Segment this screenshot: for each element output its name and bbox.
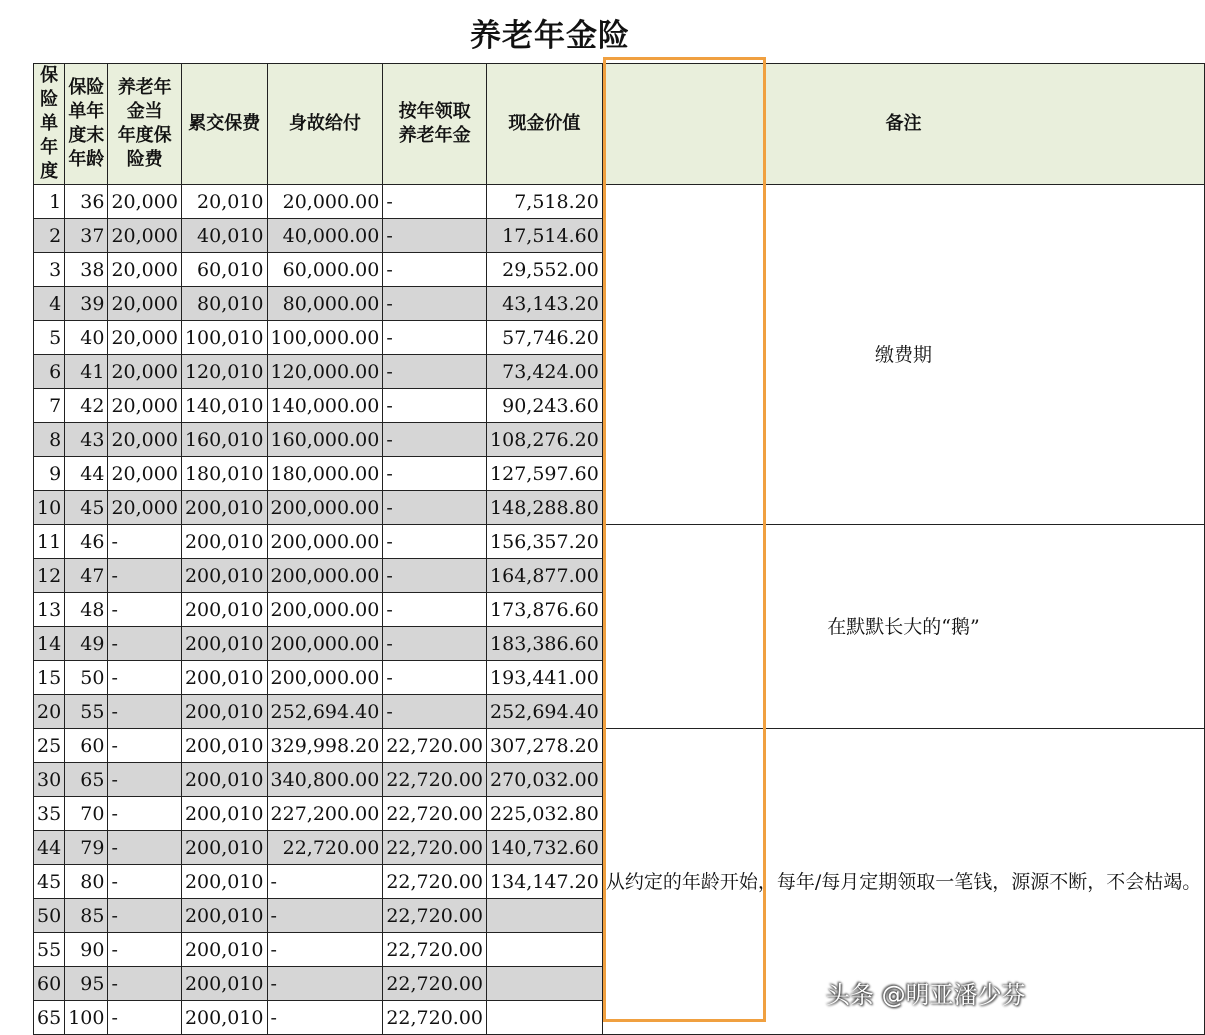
cell-death-benefit: 200,000.00 (267, 661, 383, 695)
cell-premium: 20,000 (108, 491, 181, 525)
cell-year: 30 (34, 763, 65, 797)
remark-cell: 在默默长大的“鹅” (602, 525, 1204, 729)
cell-age: 48 (65, 593, 108, 627)
cell-annuity: 22,720.00 (383, 933, 487, 967)
cell-year: 20 (34, 695, 65, 729)
cell-cumulative: 200,010 (181, 729, 267, 763)
cell-premium: - (108, 967, 181, 1001)
cell-premium: - (108, 661, 181, 695)
cell-annuity: 22,720.00 (383, 831, 487, 865)
cell-cash-value: 183,386.60 (487, 627, 603, 661)
cell-cash-value: 148,288.80 (487, 491, 603, 525)
cell-cash-value: 73,424.00 (487, 355, 603, 389)
cell-year: 44 (34, 831, 65, 865)
cell-death-benefit: 160,000.00 (267, 423, 383, 457)
cell-age: 49 (65, 627, 108, 661)
cell-year: 60 (34, 967, 65, 1001)
cell-cumulative: 200,010 (181, 831, 267, 865)
cell-premium: - (108, 763, 181, 797)
cell-cash-value: 90,243.60 (487, 389, 603, 423)
cell-annuity: 22,720.00 (383, 967, 487, 1001)
cell-cumulative: 200,010 (181, 695, 267, 729)
cell-premium: - (108, 627, 181, 661)
table-row (34, 185, 1205, 219)
cell-age: 37 (65, 219, 108, 253)
cell-cash-value: 164,877.00 (487, 559, 603, 593)
cell-age: 85 (65, 899, 108, 933)
cell-death-benefit: - (267, 967, 383, 1001)
cell-cash-value: 134,147.20 (487, 865, 603, 899)
cell-premium: 20,000 (108, 389, 181, 423)
cell-age: 36 (65, 185, 108, 219)
header-age: 保险单年 度末年龄 (65, 64, 108, 185)
cell-cash-value: 225,032.80 (487, 797, 603, 831)
cell-cumulative: 200,010 (181, 627, 267, 661)
cell-death-benefit: - (267, 899, 383, 933)
cell-year: 10 (34, 491, 65, 525)
cell-year: 45 (34, 865, 65, 899)
cell-cumulative: 200,010 (181, 661, 267, 695)
cell-death-benefit: 340,800.00 (267, 763, 383, 797)
cell-annuity: - (383, 423, 487, 457)
cell-cumulative: 200,010 (181, 593, 267, 627)
cell-death-benefit: 80,000.00 (267, 287, 383, 321)
cell-annuity: - (383, 219, 487, 253)
cell-cumulative: 200,010 (181, 933, 267, 967)
cell-cumulative: 140,010 (181, 389, 267, 423)
cell-cash-value: 57,746.20 (487, 321, 603, 355)
cell-age: 39 (65, 287, 108, 321)
cell-cumulative: 200,010 (181, 1001, 267, 1035)
cell-cumulative: 60,010 (181, 253, 267, 287)
cell-annuity: - (383, 525, 487, 559)
cell-annuity: - (383, 593, 487, 627)
cell-premium: - (108, 1001, 181, 1035)
cell-premium: - (108, 797, 181, 831)
cell-premium: - (108, 695, 181, 729)
cell-cumulative: 160,010 (181, 423, 267, 457)
cell-annuity: - (383, 389, 487, 423)
cell-age: 45 (65, 491, 108, 525)
cell-age: 40 (65, 321, 108, 355)
cell-cumulative: 180,010 (181, 457, 267, 491)
cell-cash-value: 7,518.20 (487, 185, 603, 219)
cell-year: 14 (34, 627, 65, 661)
cell-cumulative: 40,010 (181, 219, 267, 253)
cell-cumulative: 200,010 (181, 525, 267, 559)
cell-year: 2 (34, 219, 65, 253)
cell-annuity: 22,720.00 (383, 1001, 487, 1035)
cell-premium: 20,000 (108, 219, 181, 253)
cell-death-benefit: 120,000.00 (267, 355, 383, 389)
cell-premium: 20,000 (108, 321, 181, 355)
cell-age: 50 (65, 661, 108, 695)
cell-premium: - (108, 559, 181, 593)
cell-annuity: - (383, 559, 487, 593)
cell-death-benefit: 200,000.00 (267, 491, 383, 525)
table-row (34, 525, 1205, 559)
page-title: 养老年金险 (470, 18, 630, 54)
cell-cash-value (487, 1001, 603, 1035)
cell-premium: 20,000 (108, 457, 181, 491)
cell-premium: 20,000 (108, 287, 181, 321)
watermark: 头条 @明亚潘少芬 (826, 981, 1026, 1009)
cell-cash-value (487, 899, 603, 933)
cell-year: 55 (34, 933, 65, 967)
cell-death-benefit: 22,720.00 (267, 831, 383, 865)
cell-annuity: - (383, 695, 487, 729)
cell-premium: - (108, 729, 181, 763)
cell-premium: - (108, 899, 181, 933)
cell-cash-value: 193,441.00 (487, 661, 603, 695)
cell-cash-value: 270,032.00 (487, 763, 603, 797)
cell-age: 95 (65, 967, 108, 1001)
cell-year: 65 (34, 1001, 65, 1035)
cell-annuity: 22,720.00 (383, 865, 487, 899)
cell-year: 13 (34, 593, 65, 627)
cell-death-benefit: 252,694.40 (267, 695, 383, 729)
cell-age: 80 (65, 865, 108, 899)
cell-age: 65 (65, 763, 108, 797)
header-annual-annuity: 按年领取 养老年金 (383, 64, 487, 185)
cell-annuity: 22,720.00 (383, 763, 487, 797)
cell-cash-value (487, 933, 603, 967)
cell-age: 90 (65, 933, 108, 967)
cell-cash-value: 29,552.00 (487, 253, 603, 287)
remark-cell: 缴费期 (602, 185, 1204, 525)
cell-annuity: - (383, 253, 487, 287)
cell-death-benefit: 100,000.00 (267, 321, 383, 355)
cell-annuity: 22,720.00 (383, 797, 487, 831)
remark-cell: 从约定的年龄开始，每年/每月定期领取一笔钱，源源不断，不会枯竭。 (602, 729, 1204, 1035)
cell-annuity: - (383, 321, 487, 355)
cell-age: 79 (65, 831, 108, 865)
cell-death-benefit: 60,000.00 (267, 253, 383, 287)
cell-age: 100 (65, 1001, 108, 1035)
cell-premium: - (108, 831, 181, 865)
cell-age: 43 (65, 423, 108, 457)
cell-premium: - (108, 933, 181, 967)
cell-cash-value: 307,278.20 (487, 729, 603, 763)
cell-cash-value: 140,732.60 (487, 831, 603, 865)
cell-age: 60 (65, 729, 108, 763)
cell-year: 7 (34, 389, 65, 423)
cell-death-benefit: 329,998.20 (267, 729, 383, 763)
cell-death-benefit: 200,000.00 (267, 525, 383, 559)
cell-year: 1 (34, 185, 65, 219)
cell-cumulative: 200,010 (181, 797, 267, 831)
cell-cumulative: 200,010 (181, 865, 267, 899)
cell-annuity: - (383, 185, 487, 219)
header-death-benefit: 身故给付 (267, 64, 383, 185)
cell-year: 50 (34, 899, 65, 933)
cell-cumulative: 120,010 (181, 355, 267, 389)
cell-age: 44 (65, 457, 108, 491)
cell-annuity: - (383, 661, 487, 695)
cell-cumulative: 80,010 (181, 287, 267, 321)
cell-year: 9 (34, 457, 65, 491)
cell-cash-value: 127,597.60 (487, 457, 603, 491)
cell-age: 42 (65, 389, 108, 423)
cell-death-benefit: - (267, 865, 383, 899)
cell-annuity: 22,720.00 (383, 899, 487, 933)
header-annual-premium: 养老年金当 年度保险费 (108, 64, 181, 185)
header-cash-value: 现金价值 (487, 64, 603, 185)
header-cumulative-premium: 累交保费 (181, 64, 267, 185)
cell-year: 5 (34, 321, 65, 355)
cell-death-benefit: 140,000.00 (267, 389, 383, 423)
cell-year: 4 (34, 287, 65, 321)
cell-death-benefit: - (267, 933, 383, 967)
cell-annuity: - (383, 355, 487, 389)
cell-premium: 20,000 (108, 423, 181, 457)
cell-age: 41 (65, 355, 108, 389)
cell-cumulative: 200,010 (181, 899, 267, 933)
cell-cash-value: 252,694.40 (487, 695, 603, 729)
cell-cumulative: 200,010 (181, 967, 267, 1001)
cell-premium: - (108, 593, 181, 627)
cell-year: 25 (34, 729, 65, 763)
cell-cash-value: 17,514.60 (487, 219, 603, 253)
cell-death-benefit: 227,200.00 (267, 797, 383, 831)
cell-death-benefit: 180,000.00 (267, 457, 383, 491)
cell-death-benefit: 20,000.00 (267, 185, 383, 219)
cell-cumulative: 100,010 (181, 321, 267, 355)
cell-cumulative: 200,010 (181, 763, 267, 797)
cell-year: 12 (34, 559, 65, 593)
cell-age: 38 (65, 253, 108, 287)
annuity-table (33, 63, 1205, 1035)
cell-cash-value: 173,876.60 (487, 593, 603, 627)
cell-premium: 20,000 (108, 185, 181, 219)
cell-year: 6 (34, 355, 65, 389)
header-policy-year: 保险单 年度 (34, 64, 65, 185)
cell-annuity: - (383, 457, 487, 491)
cell-cumulative: 200,010 (181, 491, 267, 525)
cell-year: 11 (34, 525, 65, 559)
cell-cash-value: 43,143.20 (487, 287, 603, 321)
cell-death-benefit: 200,000.00 (267, 559, 383, 593)
cell-annuity: - (383, 287, 487, 321)
cell-year: 3 (34, 253, 65, 287)
cell-cumulative: 200,010 (181, 559, 267, 593)
cell-age: 46 (65, 525, 108, 559)
cell-premium: 20,000 (108, 253, 181, 287)
cell-cash-value: 108,276.20 (487, 423, 603, 457)
cell-age: 70 (65, 797, 108, 831)
cell-death-benefit: 40,000.00 (267, 219, 383, 253)
cell-death-benefit: 200,000.00 (267, 593, 383, 627)
cell-annuity: 22,720.00 (383, 729, 487, 763)
cell-premium: - (108, 865, 181, 899)
cell-age: 47 (65, 559, 108, 593)
cell-death-benefit: 200,000.00 (267, 627, 383, 661)
header-remarks: 备注 (602, 64, 1204, 185)
cell-premium: - (108, 525, 181, 559)
cell-age: 55 (65, 695, 108, 729)
cell-cash-value: 156,357.20 (487, 525, 603, 559)
cell-year: 8 (34, 423, 65, 457)
cell-annuity: - (383, 627, 487, 661)
cell-year: 35 (34, 797, 65, 831)
cell-year: 15 (34, 661, 65, 695)
table-row (34, 729, 1205, 763)
cell-cash-value (487, 967, 603, 1001)
cell-annuity: - (383, 491, 487, 525)
cell-death-benefit: - (267, 1001, 383, 1035)
cell-premium: 20,000 (108, 355, 181, 389)
cell-cumulative: 20,010 (181, 185, 267, 219)
table-header-row (34, 64, 1205, 185)
